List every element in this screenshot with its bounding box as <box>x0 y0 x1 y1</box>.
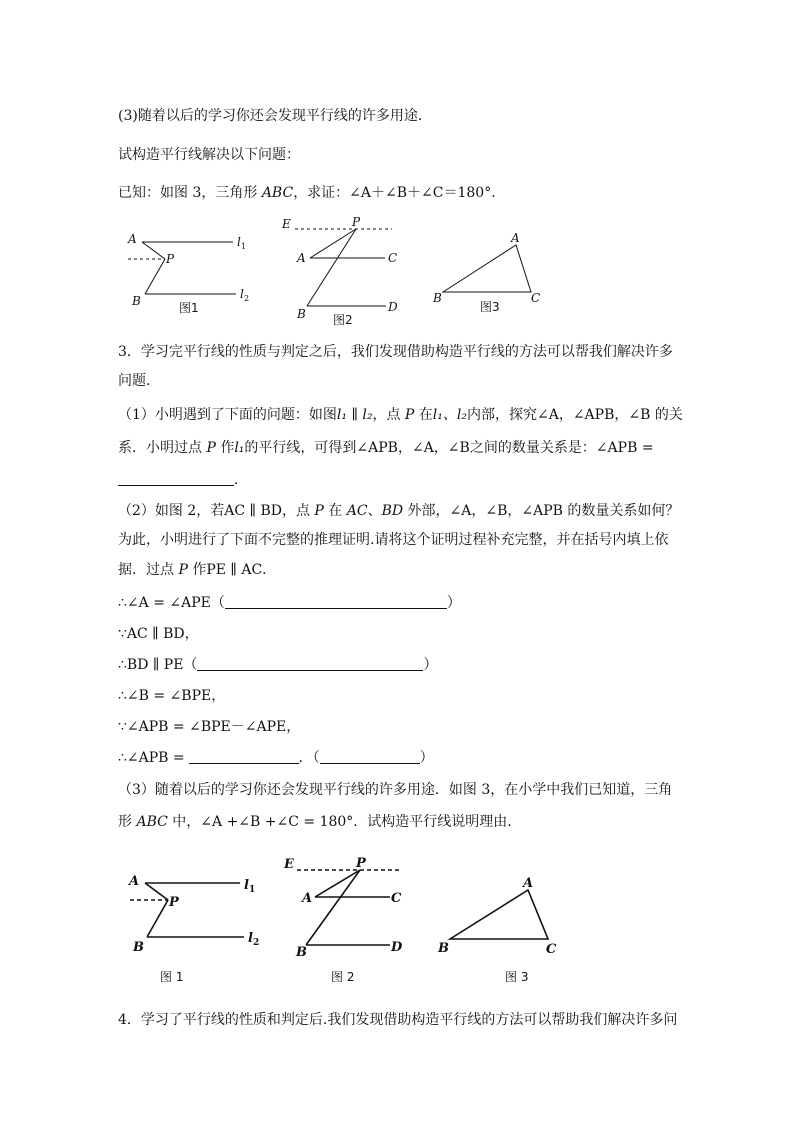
bottom-fig2-label-C: C <box>391 891 402 906</box>
top-fig3-caption: 图3 <box>480 300 500 314</box>
top-fig1-label-A: A <box>128 232 137 246</box>
top-fig1-caption: 图1 <box>179 301 199 315</box>
text: ） <box>419 750 434 766</box>
text: ） <box>446 595 461 611</box>
bottom-fig1-caption: 图 1 <box>160 970 184 984</box>
bottom-fig1-label-P: P <box>169 895 179 910</box>
bottom-fig2-label-A: A <box>302 891 313 906</box>
math: l₁ <box>234 440 245 456</box>
segment-AC: AC <box>346 503 368 519</box>
top-fig1-label-l2-sub: 2 <box>244 294 250 303</box>
point-P: P <box>404 407 415 423</box>
top-fig2-label-P: P <box>352 215 361 229</box>
top-fig1-label-l1: l <box>237 235 241 249</box>
bottom-fig2-label-D: D <box>391 940 403 955</box>
bottom-fig3-label-B: B <box>438 941 449 956</box>
q3-part2-line-2: 为此，小明进行了下面不完整的推理证明.请将这个证明过程补充完整，并在括号内填上依 <box>118 532 669 548</box>
text: 外部，∠A，∠B，∠APB 的数量关系如何？ <box>403 503 680 519</box>
text: 作 <box>215 440 235 456</box>
bottom-fig1-label-l1: l <box>244 878 249 893</box>
text: 已知：如图 3，三角形 <box>118 185 262 201</box>
top-fig2-label-B: B <box>297 307 306 321</box>
q3-header-line-1: 3．学习完平行线的性质与判定之后，我们发现借助构造平行线的方法可以帮我们解决许多 <box>118 344 673 360</box>
bottom-fig1-label-B: B <box>133 940 144 955</box>
bottom-fig2-caption: 图 2 <box>331 970 355 984</box>
point-P: P <box>206 440 216 456</box>
text: 系．小明过点 <box>118 440 207 456</box>
top-fig3-label-B: B <box>433 291 442 305</box>
proof-step-4: ∴∠B = ∠BPE， <box>118 688 226 704</box>
text: （1）小明遇到了下面的问题：如图 <box>118 407 337 423</box>
proof-step-2: ∵AC ∥ BD， <box>118 626 199 642</box>
text: ∴∠APB = <box>118 750 185 766</box>
bottom-fig1-label-A: A <box>129 874 140 889</box>
text: 的平行线，可得到∠APB，∠A，∠B之间的数量关系是：∠APB = <box>244 440 654 456</box>
text: ． <box>234 472 248 488</box>
text: 、 <box>367 503 382 519</box>
intro-line-2: 试构造平行线解决以下问题： <box>118 147 300 163</box>
top-fig2-label-D: D <box>388 300 398 314</box>
text: 在 <box>414 407 433 423</box>
bottom-fig2-label-E: E <box>284 857 294 872</box>
top-fig2-label-C: C <box>388 251 398 265</box>
bottom-fig1 <box>130 883 244 937</box>
text: 中，∠A +∠B +∠C = 180°．试构造平行线说明理由. <box>167 814 512 830</box>
top-fig1-label-B: B <box>132 294 141 308</box>
bottom-fig2 <box>297 870 400 945</box>
q3-part3-line-1: （3）随着以后的学习你还会发现平行线的许多用途．如图 3，在小学中我们已知道，三角 <box>118 782 673 798</box>
top-fig2-caption: 图2 <box>333 313 353 327</box>
proof-step-5: ∵∠APB = ∠BPE－∠APE， <box>118 719 301 735</box>
bottom-fig1-label-l2: l <box>248 931 253 946</box>
top-fig2-label-E: E <box>282 217 291 231</box>
top-fig2-label-A: A <box>297 251 306 265</box>
point-P: P <box>178 562 188 578</box>
triangle-name: ABC <box>136 814 168 830</box>
point-P: P <box>314 503 324 519</box>
bottom-fig1-label-l2-sub: 2 <box>253 938 260 948</box>
math: l₁、l₂ <box>432 407 467 423</box>
segment-BD: BD <box>381 503 404 519</box>
triangle-name: ABC <box>261 185 294 201</box>
text: 作PE ∥ AC． <box>187 562 277 578</box>
q4-header: 4．学习了平行线的性质和判定后.我们发现借助构造平行线的方法可以帮助我们解决许多问 <box>118 1012 678 1028</box>
text: 内部，探究∠A，∠APB，∠B 的关 <box>466 407 683 423</box>
top-fig3-label-A: A <box>511 231 520 245</box>
top-fig1-label-P: P <box>166 252 175 266</box>
intro-line-1: (3)随着以后的学习你还会发现平行线的许多用途． <box>118 108 432 124</box>
top-fig1-label-l2: l <box>240 287 244 301</box>
bottom-fig3 <box>450 890 548 939</box>
text: 在 <box>323 503 347 519</box>
bottom-fig1-label-l1-sub: 1 <box>249 885 256 895</box>
text: ） <box>423 657 438 673</box>
text: 据．过点 <box>118 562 179 578</box>
text: 形 <box>118 814 137 830</box>
text: ∴∠A = ∠APE（ <box>118 595 225 611</box>
top-fig3-label-C: C <box>531 291 541 305</box>
bottom-fig3-label-C: C <box>546 942 557 957</box>
q3-header-line-2: 问题． <box>118 373 160 389</box>
top-fig1-label-l1-sub: 1 <box>241 242 247 251</box>
text: ∴BD ∥ PE（ <box>118 657 198 673</box>
text: ，求证：∠A＋∠B＋∠C＝180°． <box>293 185 506 201</box>
bottom-fig3-caption: 图 3 <box>505 970 529 984</box>
text: ．（ <box>298 750 320 766</box>
text: ，点 <box>372 407 405 423</box>
text: （2）如图 2，若AC ∥ BD，点 <box>118 503 315 519</box>
bottom-fig2-label-B: B <box>296 945 307 960</box>
math: l₁ ∥ l₂ <box>336 407 373 423</box>
bottom-fig3-label-A: A <box>523 876 534 891</box>
bottom-fig2-label-P: P <box>356 856 366 871</box>
